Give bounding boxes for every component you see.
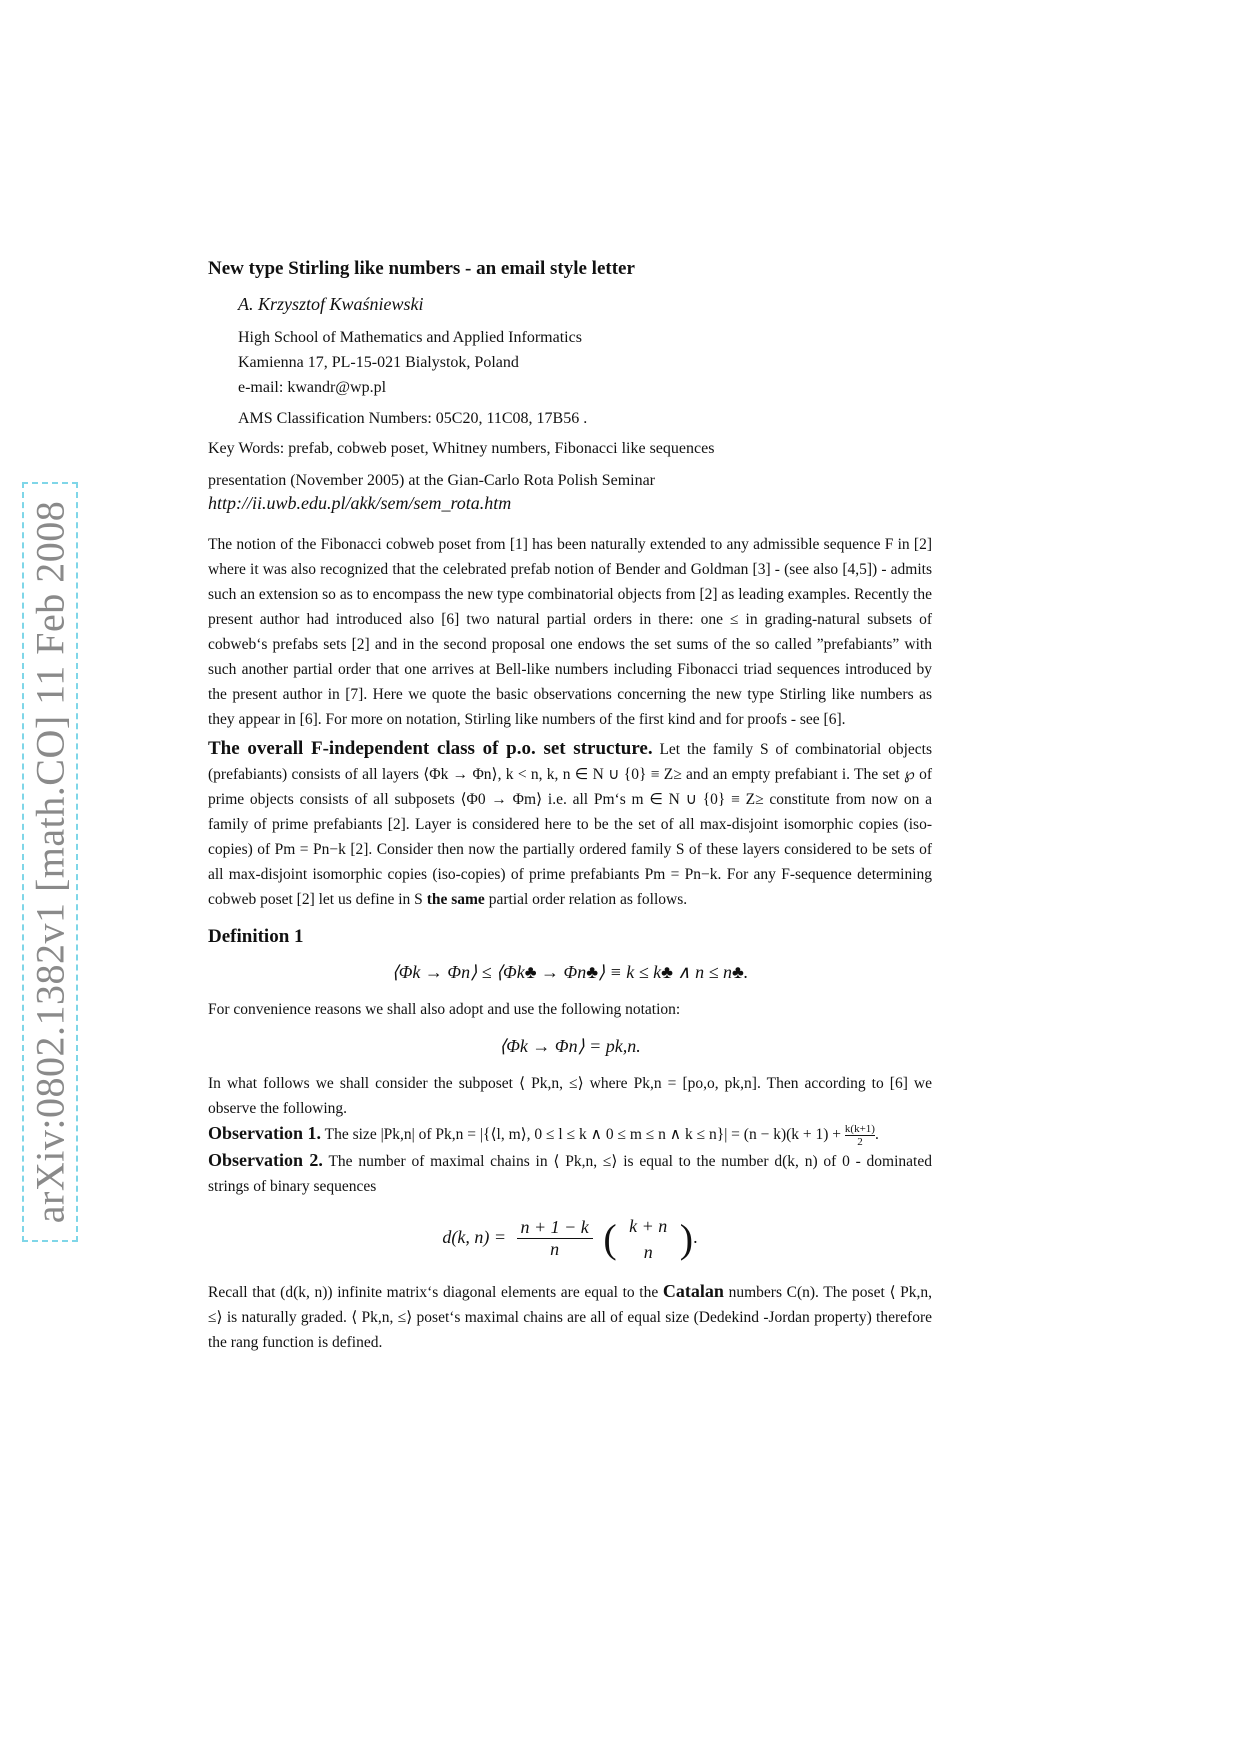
notation-text: For convenience reasons we shall also adopt and use the following notation:: [208, 1001, 681, 1018]
affiliation-line: High School of Mathematics and Applied Informatics: [238, 329, 582, 346]
catalan-term: Catalan: [662, 1280, 724, 1301]
paper-page: [208, 258, 932, 1355]
binom-top: k + n: [629, 1215, 668, 1236]
subposet-text: In what follows we shall consider the subposet ⟨ Pk,n, ≤⟩ where Pk,n = [po,o, pk,n]. Then according to [6] we observe the following.: [208, 1075, 932, 1117]
binom-right-paren: ): [679, 1215, 694, 1261]
notation-formula: ⟨Φk → Φn⟩ = pk,n.: [499, 1036, 641, 1056]
presentation-note: [208, 470, 932, 514]
affiliation-line: Kamienna 17, PL-15-021 Bialystok, Poland: [238, 354, 519, 371]
section-tail: partial order relation as follows.: [488, 891, 688, 908]
dkn-numerator: n + 1 − k: [517, 1217, 593, 1239]
presentation-text: presentation (November 2005) at the Gian-Carlo Rota Polish Seminar: [208, 472, 656, 489]
dkn-formula: d(k, n) = $\frac{n + 1 - k}{n}$ ( k + n n ).: [208, 1213, 932, 1265]
email-line: e-mail: kwandr@wp.pl: [238, 379, 387, 396]
binomial: [629, 1213, 667, 1265]
abstract: The notion of the Fibonacci cobweb poset from [1] has been naturally extended to any admissible sequence F in [2] where it was also recognized that the celebrated prefab notion of Bender and Goldman [3] - (see also [4,5]) - admits such an extension so as to encompass the new type combinatorial objects from [2] as leading examples. Recently the present author had introduced also [6] two natural partial orders in there: one ≤ in grading-natural subsets of cobweb‘s prefabs sets [2] and in the second proposal one endows the set sums of the so called ”prefabiants” with such another partial order that one arrives at Bell-like numbers including Fibonacci triad sequences introduced by the present author in [7]. Here we quote the basic observations concerning the new type Stirling like numbers as they appear in [6]. For more on notation, Stirling like numbers of the first kind and for proofs - see [6].: [208, 536, 932, 728]
observation-1-body: The size |Pk,n| of Pk,n = |{⟨l, m⟩, 0 ≤ l ≤ k ∧ 0 ≤ m ≤ n ∧ k ≤ n}| = (n − k)(k + 1) +: [324, 1126, 842, 1143]
affiliation: [238, 325, 932, 400]
keywords: Key Words: prefab, cobweb poset, Whitney numbers, Fibonacci like sequences: [208, 440, 715, 457]
observation-2-heading: Observation 2.: [208, 1149, 323, 1170]
fraction-numerator: k(k+1): [844, 1122, 875, 1135]
observation-1-fraction: [845, 1123, 875, 1148]
observation-2: [208, 1148, 932, 1199]
definition-heading: Definition 1: [208, 926, 304, 947]
section-emphasis: the same: [426, 891, 485, 908]
observation-1: Observation 1. The size |Pk,n| of Pk,n = |{⟨l, m⟩, 0 ≤ l ≤ k ∧ 0 ≤ m ≤ n ∧ k ≤ n}| = (n − k)(k + 1) + $\frac{k(k+1)}{2}$ .: [208, 1122, 879, 1148]
fraction-denominator: 2: [857, 1135, 863, 1148]
closing-paragraph: [208, 1279, 932, 1355]
dkn-fraction: [517, 1217, 593, 1260]
paper-title: New type Stirling like numbers - an email style letter: [208, 258, 635, 279]
section-heading: The overall F-independent class of p.o. set structure.: [208, 738, 653, 759]
observation-2-body: The number of maximal chains in ⟨ Pk,n, ≤⟩ is equal to the number d(k, n) of 0 - dominated strings of binary sequences: [208, 1152, 932, 1195]
binom-bottom: n: [643, 1241, 653, 1262]
closing-post: numbers C(n). The poset ⟨ Pk,n, ≤⟩ is naturally graded. ⟨ Pk,n, ≤⟩ poset‘s maximal chains are all of equal size (Dedekind -Jordan property) therefore the rang function is defined.: [208, 1283, 933, 1351]
section-paragraph: [208, 736, 932, 912]
binom-left-paren: (: [603, 1215, 617, 1261]
definition-formula: ⟨Φk → Φn⟩ ≤ ⟨Φk♣ → Φn♣⟩ ≡ k ≤ k♣ ∧ n ≤ n♣.: [391, 962, 749, 982]
author: A. Krzysztof Kwaśniewski: [238, 294, 424, 314]
observation-1-heading: Observation 1.: [208, 1123, 322, 1143]
ams-classification: AMS Classification Numbers: 05C20, 11C08, 17B56 .: [238, 410, 588, 427]
closing-pre: Recall that (d(k, n)) infinite matrix‘s diagonal elements are equal to the: [208, 1283, 659, 1301]
section-body: Let the family S of combinatorial objects (prefabiants) consists of all layers ⟨Φk → Φn⟩, k < n, k, n ∈ N ∪ {0} ≡ Z≥ and an empty prefabiant i. The set ℘ of prime objects consists of all subposets ⟨Φ0 → Φm⟩ i.e. all Pm‘s m ∈ N ∪ {0} ≡ Z≥ constitute from now on a family of prime prefabiants [2]. Layer is considered here to be the set of all max-disjoint isomorphic copies (iso-copies) of Pm = Pn−k [2]. Consider then now the partially ordered family S of these layers considered to be sets of all max-disjoint isomorphic copies (iso-copies) of prime prefabiants Pm = Pn−k. For any F-sequence determining cobweb poset [2] let us define in S: [208, 741, 932, 908]
seminar-url[interactable]: http://ii.uwb.edu.pl/akk/sem/sem_rota.htm: [208, 493, 512, 513]
dkn-denominator: n: [550, 1239, 560, 1260]
arxiv-stamp: [22, 482, 78, 1242]
dkn-lhs: d(k, n) =: [442, 1227, 507, 1248]
arxiv-stamp-text: arXiv:0802.1382v1 [math.CO] 11 Feb 2008: [27, 500, 73, 1224]
